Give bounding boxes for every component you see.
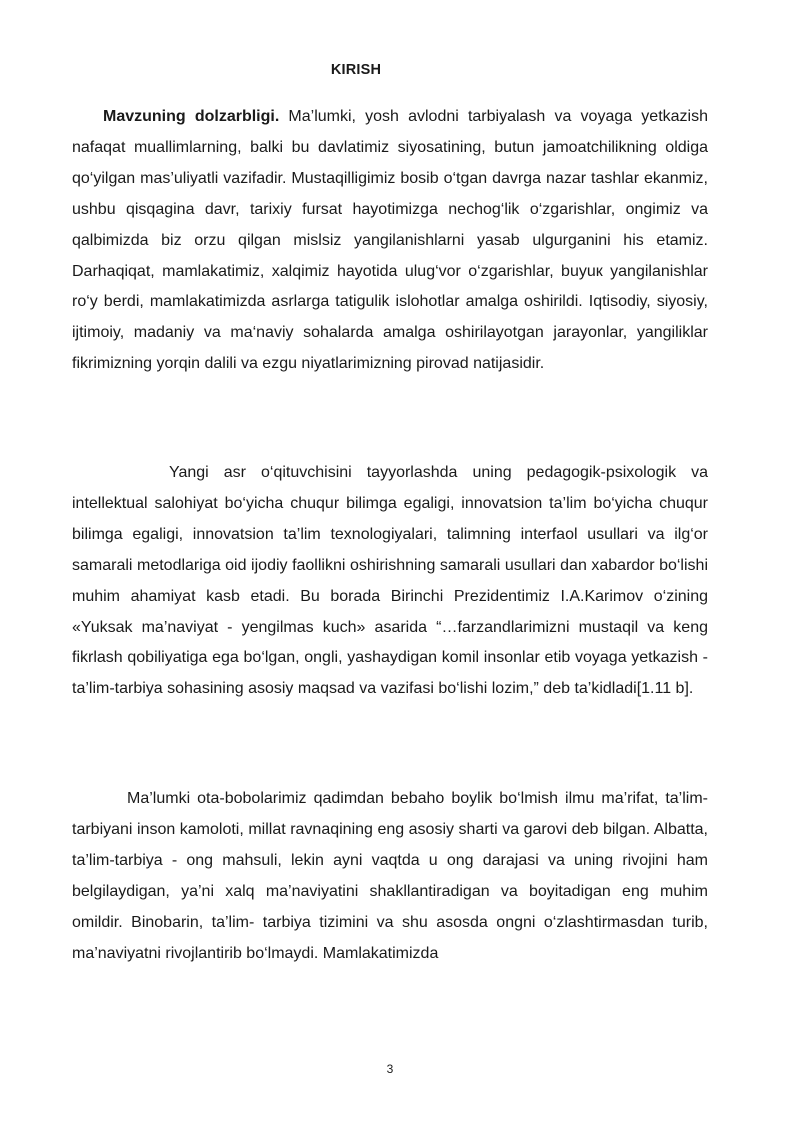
- paragraph-education-heritage: [72, 784, 708, 969]
- page-number: 3: [386, 1062, 394, 1076]
- paragraph-relevance: [72, 102, 708, 380]
- paragraph-teacher-training: [72, 458, 708, 705]
- paragraph-body-text: Ma’lumki, yosh avlodni tarbiyalash va voyaga yetkazish nafaqat muallimlarning, balki bu davlatimiz siyosatining, butun jamoatchilikning oldiga qo‘yilgan mas’uliyatli vazifadir. Mustaqilligimiz bosib o‘tgan davrga nazar tashlar ekanmiz, ushbu qisqagina davr, tarixiy fursat hayotimizga nechog‘lik o‘zgarishlar, ongimiz va qalbimizda biz orzu qilgan mislsiz yangilanishlarni yasab ulgurganini his etamiz. Darhaqiqat, mamlakatimiz, xalqimiz hayotida ulug‘vor o‘zgarishlar, buyuк yangilanishlar ro‘y berdi, mamlakatimizda asrlarga tatigulik islohotlar amalga oshirildi. Iqtisodiy, siyosiy, ijtimoiy, madaniy va ma‘naviy sohalarda amalga oshirilayotgan jarayonlar, yangiliklar fikrimizning yorqin dalili va ezgu niyatlarimizning pirovad natijasidir.: [72, 108, 708, 373]
- paragraph-body-text: Ma’lumki ota-bobolarimiz qadimdan bebaho boylik bo‘lmish ilmu ma’rifat, ta’lim-tarbiyani inson kamoloti, millat ravnaqining eng asosiy sharti va garovi deb bilgan. Albatta, ta’lim-tarbiya - ong mahsuli, lekin ayni vaqtda u ong darajasi va uning rivojini ham belgilaydigan, ya’ni xalq ma’naviyatini shakllantiradigan va boyitadigan eng muhim omildir. Binobarin, ta’lim- tarbiya tizimini va shu asosda ongni o‘zlashtirmasdan turib, ma’naviyatni rivojlantirib bo‘lmaydi. Mamlakatimizda: [72, 790, 708, 962]
- paragraph-body-text: Yangi asr o‘qituvchisini tayyorlashda uning pedagogik-psixologik va intellektual salohiyat bo‘yicha chuqur bilimga egaligi, innovatsion ta’lim bo‘yicha chuqur bilimga egaligi, innovatsion ta’lim texnologiyalari, talimning interfaol usullari va ilg‘or samarali metodlariga oid ijodiy faollikni oshirishning samarali usullari dan xabardor bo‘lishi muhim ahamiyat kasb etadi. Bu borada Birinchi Prezidentimiz I.A.Karimov o‘zining «Yuksak ma’naviyat - yengilmas kuch» asarida “…farzandlarimizni mustaqil va keng fikrlash qobiliyatiga ega bo‘lgan, ongli, yashaydigan komil insonlar etib voyaga yetkazish - ta’lim-tarbiya sohasining asosiy maqsad va vazifasi bo‘lishi lozim,” deb ta’kidladi[1.11 b].: [72, 464, 708, 698]
- paragraph-lead-heading: Mavzuning dolzarbligi.: [103, 108, 280, 125]
- page-title: KIRISH: [330, 62, 382, 78]
